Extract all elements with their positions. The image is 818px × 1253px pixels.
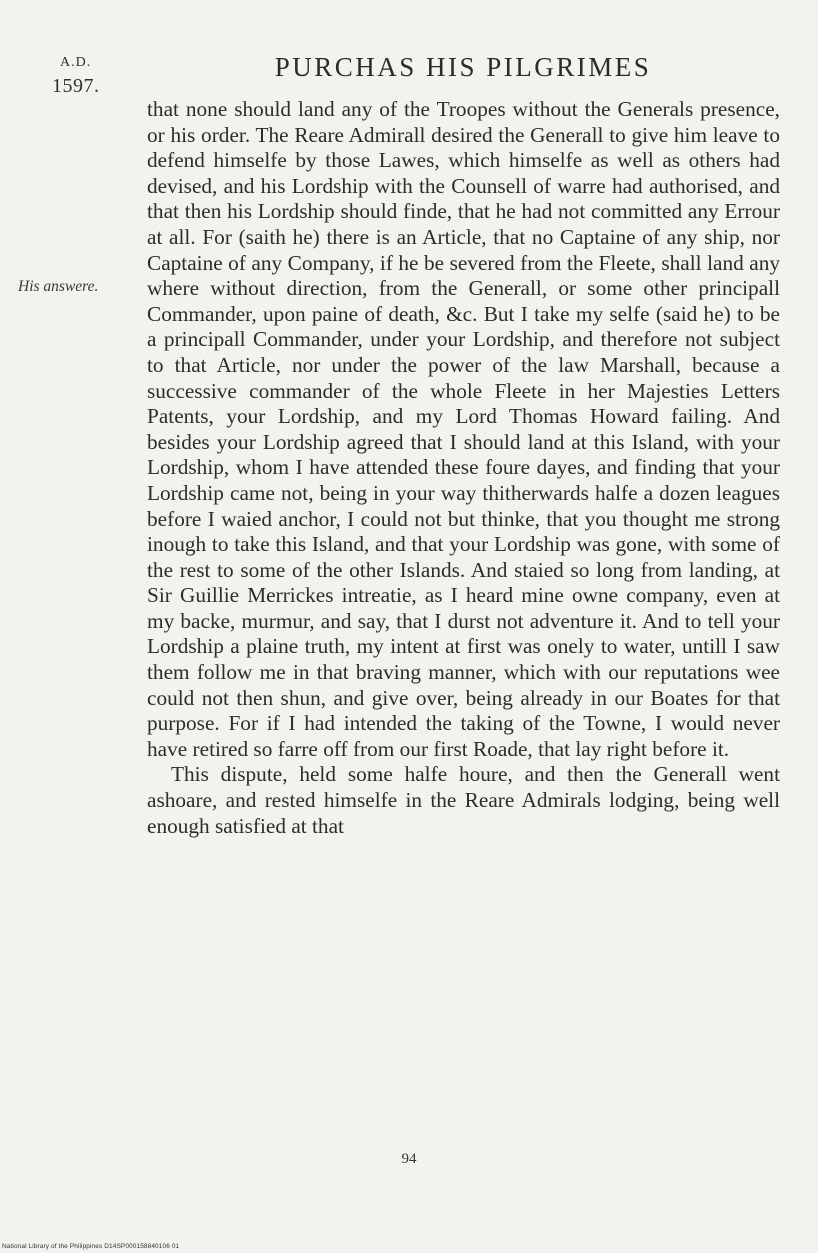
- margin-year-label: 1597.: [52, 75, 100, 97]
- scan-credit: National Library of the Philippines D14SP000158840106 01: [2, 1243, 180, 1250]
- page-number: 94: [401, 1151, 417, 1167]
- running-head-title: PURCHAS HIS PILGRIMES: [274, 52, 652, 82]
- margin-date: [52, 56, 122, 96]
- paragraph-1: that none should land any of the Troopes without the Generals presence, or his order. The Reare Admirall desired the Generall to give him leave to defend himselfe by those Lawes, which himselfe as well as others had devised, and his Lordship with the Counsell of warre had authorised, and that then his Lordship should finde, that he had not committed any Errour at all. For (saith he) there is an Article, that no Captaine of any ship, nor Captaine of any Company, if he be severed from the Fleete, shall land any where without direction, from the Generall, or some other principall Commander, upon paine of death, &c. But I take my selfe (said he) to be a principall Commander, under your Lordship, and therefore not subject to that Article, nor under the power of the law Marshall, because a successive commander of the whole Fleete in her Majesties Letters Patents, your Lordship, and my Lord Thomas Howard failing. And besides your Lordship agreed that I should land at this Island, with your Lordship, whom I have attended these foure dayes, and finding that your Lordship came not, being in your way thitherwards halfe a dozen leagues before I waied anchor, I could not but thinke, that you thought me strong inough to take this Island, and that your Lordship was gone, with some of the rest to some of the other Islands. And staied so long from landing, at Sir Guillie Merrickes intreatie, as I heard mine owne company, even at my backe, murmur, and say, that I durst not adventure it. And to tell your Lordship a plaine truth, my intent at first was onely to water, untill I saw them follow me in that braving manner, which with our reputations wee could not then shun, and give over, being already in our Boates for that purpose. For if I had intended the taking of the Towne, I would never have retired so farre off from our first Roade, that lay right before it.: [147, 97, 780, 761]
- margin-ad-label: A.D.: [60, 55, 92, 70]
- body-text: [147, 97, 780, 839]
- paragraph-2: This dispute, held some halfe houre, and then the Generall went ashoare, and rested himselfe in the Reare Admirals lodging, being well enough satisfied at that: [147, 762, 780, 838]
- marginal-sidenote: His answere.: [18, 278, 99, 295]
